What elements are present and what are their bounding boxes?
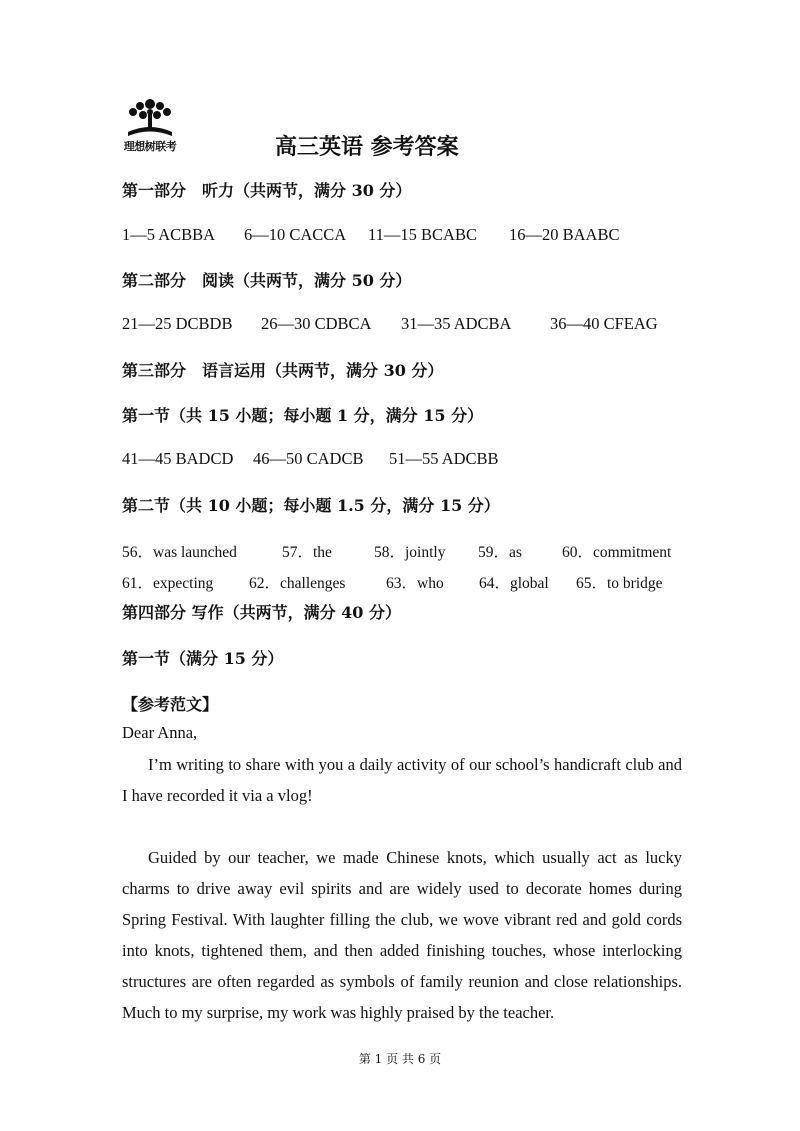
page-title: 高三英语 参考答案 — [275, 134, 459, 160]
answer-group: 21—25 DCBDB — [122, 314, 233, 333]
answer-group: 6—10 CACCA — [244, 225, 347, 244]
part4-heading: 第四部分 写作（共两节，满分 40 分） — [122, 603, 401, 622]
answer-group: 41—45 BADCD — [122, 449, 234, 468]
fill-answer: 61．expecting — [122, 575, 214, 592]
letter-paragraph: Guided by our teacher, we made Chinese knots, which usually act as lucky charms to drive away evil spirits and are widely used to decorate homes during Spring Festival. With laughter filling the club, we wove vibrant red and gold cords into knots, tightened them, and then added finishing touches, whose interlocking structures are often regarded as symbols of family reunion and close relationships. Much to my surprise, my work was highly praised by the teacher. — [122, 848, 682, 1022]
answer-group: 36—40 CFEAG — [550, 314, 658, 333]
tree-logo-icon — [118, 96, 182, 140]
part4-section1-heading: 第一节（满分 15 分） — [122, 649, 284, 668]
fill-answer: 59．as — [478, 544, 522, 561]
answer-group: 26—30 CDBCA — [261, 314, 372, 333]
letter-greeting: Dear Anna, — [122, 723, 198, 742]
logo — [118, 96, 182, 154]
answer-group: 11—15 BCABC — [368, 225, 477, 244]
answer-group: 46—50 CADCB — [253, 449, 364, 468]
letter-paragraph: I’m writing to share with you a daily activity of our school’s handicraft club and I have recorded it via a vlog! — [122, 755, 682, 805]
page-number: 第 1 页 共 6 页 — [358, 1052, 442, 1066]
part2-heading: 第二部分 阅读（共两节，满分 50 分） — [122, 271, 412, 290]
fill-answer: 58．jointly — [374, 544, 446, 561]
part3-section2-heading: 第二节（共 10 小题；每小题 1.5 分，满分 15 分） — [122, 496, 500, 515]
fill-answer: 57．the — [282, 544, 332, 561]
fill-answer: 63．who — [386, 575, 444, 592]
answer-group: 1—5 ACBBA — [122, 225, 216, 244]
fill-answer: 56．was launched — [122, 544, 237, 561]
logo-text: 理想树联考 — [123, 140, 177, 153]
part3-section1-heading: 第一节（共 15 小题；每小题 1 分，满分 15 分） — [122, 406, 484, 425]
answer-group: 31—35 ADCBA — [401, 314, 512, 333]
sample-label: 【参考范文】 — [122, 695, 219, 714]
fill-answer: 60．commitment — [562, 544, 672, 561]
answer-group: 16—20 BAABC — [509, 225, 620, 244]
part3-heading: 第三部分 语言运用（共两节，满分 30 分） — [122, 361, 444, 380]
fill-answer: 62．challenges — [249, 575, 346, 592]
fill-answer: 65．to bridge — [576, 575, 663, 592]
fill-answer: 64．global — [479, 575, 549, 592]
part1-heading: 第一部分 听力（共两节，满分 30 分） — [122, 181, 412, 200]
answer-group: 51—55 ADCBB — [389, 449, 499, 468]
